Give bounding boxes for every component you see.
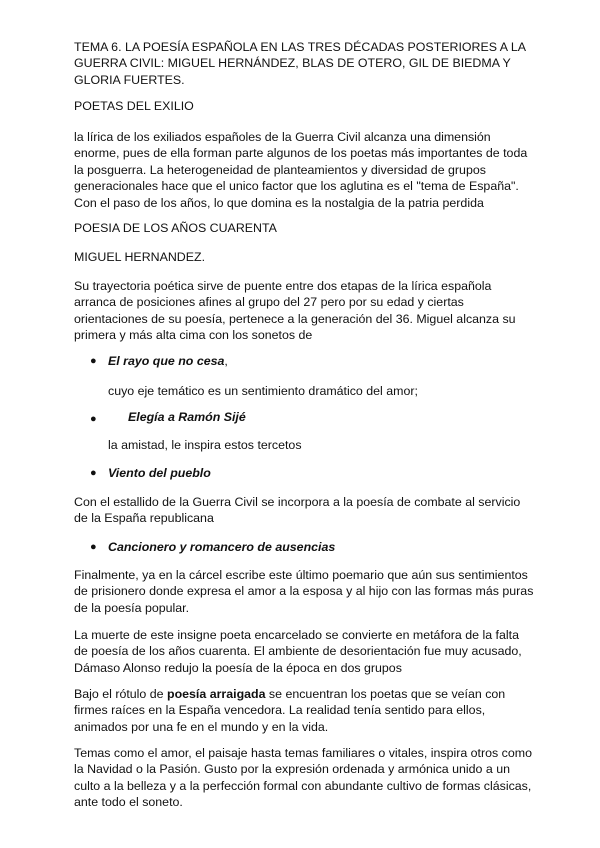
paragraph-exilio: la lírica de los exiliados españoles de la Guerra Civil alcanza una dimensión enorme, pues de ella forman parte algunos de los poetas más importantes de toda la posguerra. La heterogeneidad de planteamientos y diversidad de grupos generacionales hace que el unico factor que los aglutina es el "tema de España". Con el paso de los años, lo que domina es la nostalgia de la patria perdida: [74, 130, 528, 210]
work-title: Elegía a Ramón Sijé: [128, 410, 246, 424]
paragraph-finalmente: Finalmente, ya en la cárcel escribe este último poemario que aún sus sentimientos de prisionero donde expresa el amor a la esposa y al hijo con las formas más puras de la poesía popular.: [74, 568, 534, 615]
work-title: Viento del pueblo: [108, 466, 211, 480]
text-segment: Bajo el rótulo de: [74, 687, 167, 701]
bold-term: poesía arraigada: [167, 687, 266, 701]
list-item-description: la amistad, le inspira estos tercetos: [108, 438, 302, 452]
heading-cuarenta: POESIA DE LOS AÑOS CUARENTA: [74, 221, 277, 235]
document-title: TEMA 6. LA POESÍA ESPAÑOLA EN LAS TRES DÉCADAS POSTERIORES A LA GUERRA CIVIL: MIGUEL HERNÁNDEZ, BLAS DE OTERO, GIL DE BIEDMA Y GLORIA FUERTES.: [74, 40, 526, 87]
bullet-marker: ●: [90, 355, 97, 367]
paragraph-estallido: Con el estallido de la Guerra Civil se incorpora a la poesía de combate al servicio de la España republicana: [74, 495, 521, 526]
paragraph-miguel-hernandez: Su trayectoria poética sirve de puente entre dos etapas de la lírica española arranca de posiciones afines al grupo del 27 pero por su edad y ciertas orientaciones de su poesía, pertenece a la generación del 36. Miguel alcanza su primera y más alta cima con los sonetos de: [74, 279, 516, 343]
bullet-marker: ●: [90, 413, 97, 425]
paragraph-poesia-arraigada: [74, 686, 534, 735]
paragraph-muerte: La muerte de este insigne poeta encarcelado se convierte en metáfora de la falta de poesía de los años cuarenta. El ambiente de desorientación fue muy acusado, Dámaso Alonso redujo la poesía de la época en dos grupos: [74, 628, 522, 675]
bullet-marker: ●: [90, 467, 97, 479]
list-item-cancionero: [108, 539, 335, 555]
list-item-el-rayo: [108, 353, 228, 369]
list-item-viento: [108, 465, 211, 481]
work-title: Cancionero y romancero de ausencias: [108, 540, 336, 554]
heading-exilio: POETAS DEL EXILIO: [74, 99, 194, 113]
bullet-marker: ●: [90, 541, 97, 553]
heading-miguel-hernandez: MIGUEL HERNANDEZ.: [74, 250, 206, 264]
text-segment: se encuentran los poetas que se veían con firmes raíces en la España vencedora. La realidad tenía sentido para ellos, animados por una fe en el mundo y en la vida.: [74, 687, 506, 734]
work-title: El rayo que no cesa: [108, 354, 225, 368]
list-item-elegia: [128, 409, 246, 425]
punctuation: ,: [224, 354, 228, 368]
list-item-description: cuyo eje temático es un sentimiento dramático del amor;: [108, 384, 418, 398]
paragraph-temas: Temas como el amor, el paisaje hasta temas familiares o vitales, inspira otros como la Navidad o la Pasión. Gusto por la expresión ordenada y armónica unido a un culto a la belleza y a la perfección formal con abundante cultivo de formas clásicas, ante todo el soneto.: [74, 746, 532, 810]
